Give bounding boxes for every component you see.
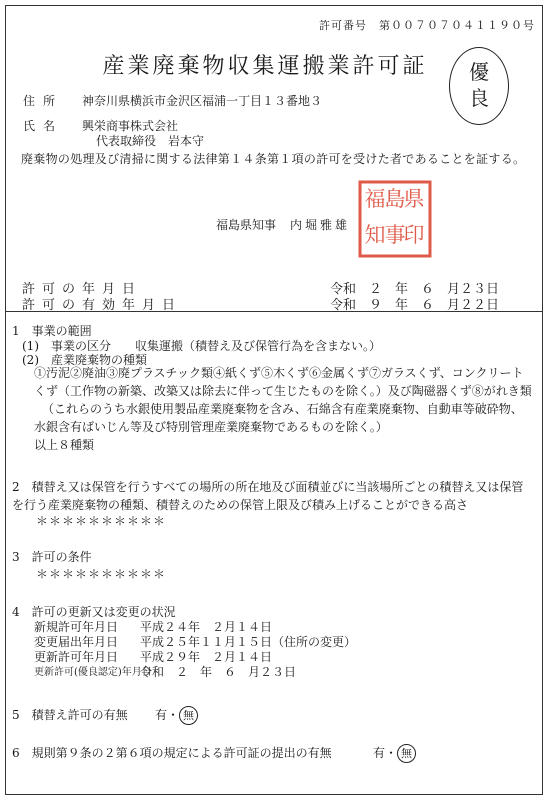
expiry-date-label: 許可の有効年月日: [22, 298, 183, 313]
section1-heading: 1 事業の範囲: [12, 324, 92, 338]
address-label: 住所: [23, 94, 64, 108]
waste-types-note: （これらのうち水銀使用製品産業廃棄物を含み、石綿含有産業廃棄物、自動車等破砕物、水銀含有ばいじん等及び特別管理産業廃棄物であるものを除く。）: [34, 402, 523, 434]
history-value: 平成２４年 ２月１４日: [140, 620, 273, 634]
waste-types-list: ①汚泥②廃油③廃プラスチック類④紙くず⑤木くず⑥金属くず⑦ガラスくず、コンクリートくず（工作物の新築、改築又は除去に伴って生じたものを除く。）及び陶磁器くず⑧がれき類: [34, 366, 532, 398]
section4-heading: 4 許可の更新又は変更の状況: [12, 605, 176, 619]
seal-char: 知: [364, 223, 386, 247]
seal-char: 印: [403, 223, 425, 247]
divider: [5, 311, 543, 312]
seal-char: 島: [384, 187, 406, 211]
section2-value: ＊＊＊＊＊＊＊＊＊＊: [36, 514, 167, 528]
issuer-title: 福島県知事: [216, 218, 277, 232]
permit-date-value: 令和 ２ 年 ６ 月２３日: [330, 282, 500, 297]
no-option-circled: 無: [179, 706, 198, 725]
history-label: 変更届出年月日: [34, 635, 119, 649]
name-label: 氏名: [23, 119, 64, 133]
seal-char: 福: [364, 187, 386, 211]
representative-name: 代表取締役 岩本守: [96, 134, 205, 148]
history-label: 更新許可(優良認定)年月日: [34, 667, 152, 678]
business-category: (1) 事業の区分 収集運搬（積替え及び保管行為を含まない。）: [22, 339, 382, 353]
permit-number: 許可番号 第００７０７０４１１９０号: [319, 19, 535, 32]
excellent-mark-char-2: 良: [469, 86, 489, 110]
seal-char: 事: [384, 223, 406, 247]
issuer-name: 内堀雅雄: [290, 218, 351, 232]
company-name: 興栄商事株式会社: [82, 119, 179, 133]
certificate-title: 産業廃棄物収集運搬業許可証: [102, 54, 428, 79]
yes-option: 有・: [373, 746, 398, 760]
section5-heading: 5 積替え許可の有無: [12, 708, 128, 722]
section5-answer: [155, 706, 198, 725]
seal-char: 県: [403, 187, 425, 211]
excellent-mark-char-1: 優: [469, 60, 489, 84]
section6-heading: 6 規則第９条の２第６項の規定による許可証の提出の有無: [12, 746, 332, 760]
waste-types-heading: (2) 産業廃棄物の種類: [22, 353, 147, 367]
history-label: 新規許可年月日: [34, 620, 119, 634]
section3-heading: 3 許可の条件: [12, 550, 92, 564]
history-value: 平成２５年１１月１５日（住所の変更）: [140, 635, 357, 649]
address-value: 神奈川県横浜市金沢区福浦一丁目１３番地３: [82, 94, 323, 108]
governor-seal: [358, 180, 432, 258]
excellent-operator-mark: [449, 47, 509, 125]
no-option-circled: 無: [397, 744, 416, 763]
certification-statement: 廃棄物の処理及び清掃に関する法律第１４条第１項の許可を受けた者であることを証する。: [21, 152, 526, 166]
history-value: 令和 ２ 年 ６ 月２３日: [140, 665, 297, 679]
history-label: 更新許可年月日: [34, 650, 119, 664]
section3-value: ＊＊＊＊＊＊＊＊＊＊: [36, 567, 167, 581]
permit-date-label: 許可の年月日: [22, 282, 143, 297]
expiry-date-value: 令和 ９ 年 ６ 月２２日: [330, 298, 500, 313]
yes-option: 有・: [155, 708, 180, 722]
waste-types-count: 以上８種類: [34, 438, 95, 452]
history-value: 平成２９年 ２月１４日: [140, 650, 273, 664]
section2-heading: 2 積替え又は保管を行うすべての場所の所在地及び面積並びに当該場所ごとの積替え又は保管を行う産業廃棄物の種類、積替えのための保管上限及び積み上げることができる高さ: [12, 480, 524, 512]
section6-answer: [373, 744, 416, 763]
